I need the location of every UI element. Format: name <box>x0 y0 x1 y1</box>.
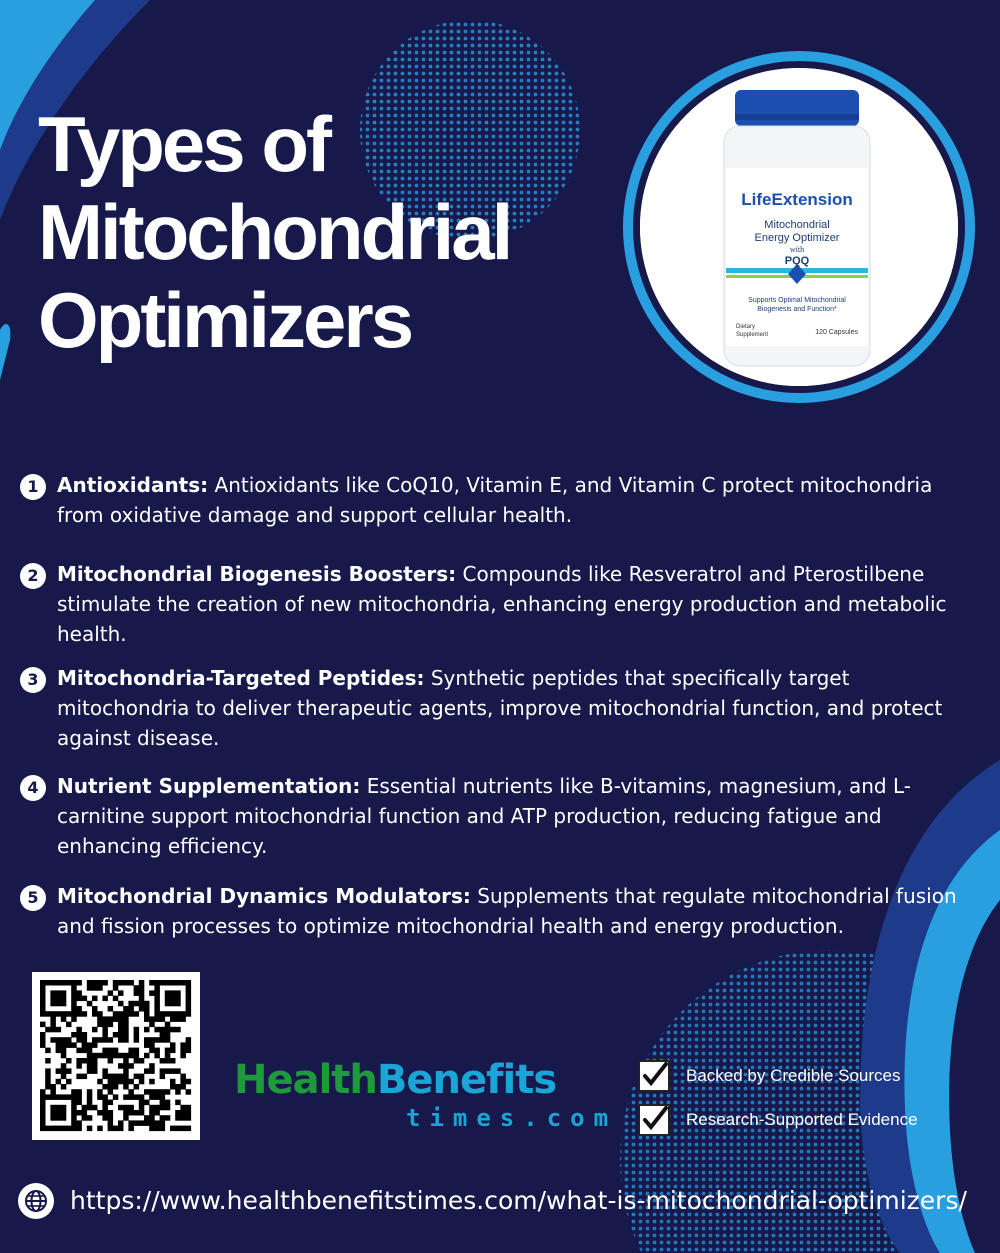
list-item-body: Synthetic peptides that specifically target mitochondria to deliver therapeutic agents, improve mitochondrial function, and protect against disease. <box>57 666 943 750</box>
globe-icon <box>18 1183 54 1219</box>
number-badge: 3 <box>20 667 46 693</box>
list-item-text <box>57 559 967 649</box>
badge-label: Research-Supported Evidence <box>686 1110 918 1129</box>
list-item-heading: Nutrient Supplementation: <box>57 774 361 798</box>
qr-code[interactable] <box>32 972 200 1140</box>
list-item-body: Antioxidants like CoQ10, Vitamin E, and Vitamin C protect mitochondria from oxidative damage and support cellular health. <box>57 473 933 527</box>
list-item-body: Compounds like Resveratrol and Pterostilbene stimulate the creation of new mitochondria, enhancing energy production and metabolic health. <box>57 562 947 646</box>
qr-code-pattern <box>32 972 200 1140</box>
product-count: 120 Capsules <box>815 329 858 336</box>
list-item-body: Essential nutrients like B-vitamins, magnesium, and L-carnitine support mitochondrial function and ATP production, reducing fatigue and enhancing efficiency. <box>57 774 911 858</box>
product-pqq: PQQ <box>784 255 810 267</box>
product-image <box>640 68 958 386</box>
product-brand: LifeExtension <box>741 190 853 209</box>
title-line-3: Optimizers <box>38 276 412 364</box>
supplement-bottle-illustration <box>640 68 958 386</box>
product-claim-line-1: Supports Optimal Mitochondrial <box>748 297 846 304</box>
logo-wordmark <box>234 1058 556 1102</box>
page-title <box>38 100 510 364</box>
source-url-link[interactable]: https://www.healthbenefitstimes.com/what-is-mitochondrial-optimizers/ <box>70 1186 967 1215</box>
number-badge: 4 <box>20 775 46 801</box>
number-badge: 1 <box>20 474 46 500</box>
number-badge: 5 <box>20 885 46 911</box>
list-item-text <box>57 470 967 530</box>
product-name-line-1: Mitochondrial <box>764 219 830 231</box>
badge-label: Backed by Credible Sources <box>686 1066 901 1085</box>
list-item-text <box>57 771 967 861</box>
logo-subtext: times.com <box>406 1104 618 1132</box>
list-item-heading: Mitochondrial Dynamics Modulators: <box>57 884 471 908</box>
product-type-line-2: Supplement <box>736 332 769 338</box>
health-benefits-logo <box>234 1057 618 1132</box>
product-name-line-2: Energy Optimizer <box>754 232 840 244</box>
checkbox-icon <box>638 1060 670 1092</box>
title-line-1: Types of <box>38 100 329 188</box>
list-item-text <box>57 663 967 753</box>
number-badge: 2 <box>20 563 46 589</box>
logo-part-1: Health <box>234 1057 377 1103</box>
list-item-text <box>57 881 967 941</box>
checkbox-icon <box>638 1104 670 1136</box>
list-item-heading: Mitochondria-Targeted Peptides: <box>57 666 425 690</box>
product-claim-line-2: Biogenesis and Function* <box>757 306 837 313</box>
product-with: with <box>789 245 805 254</box>
product-type-line-1: Dietary <box>736 324 756 330</box>
logo-part-2: Benefits <box>376 1057 557 1103</box>
title-line-2: Mitochondrial <box>38 188 511 276</box>
list-item-heading: Mitochondrial Biogenesis Boosters: <box>57 562 457 586</box>
list-item-body: Supplements that regulate mitochondrial fusion and fission processes to optimize mitochondrial health and energy production. <box>57 884 957 938</box>
list-item-heading: Antioxidants: <box>57 473 209 497</box>
